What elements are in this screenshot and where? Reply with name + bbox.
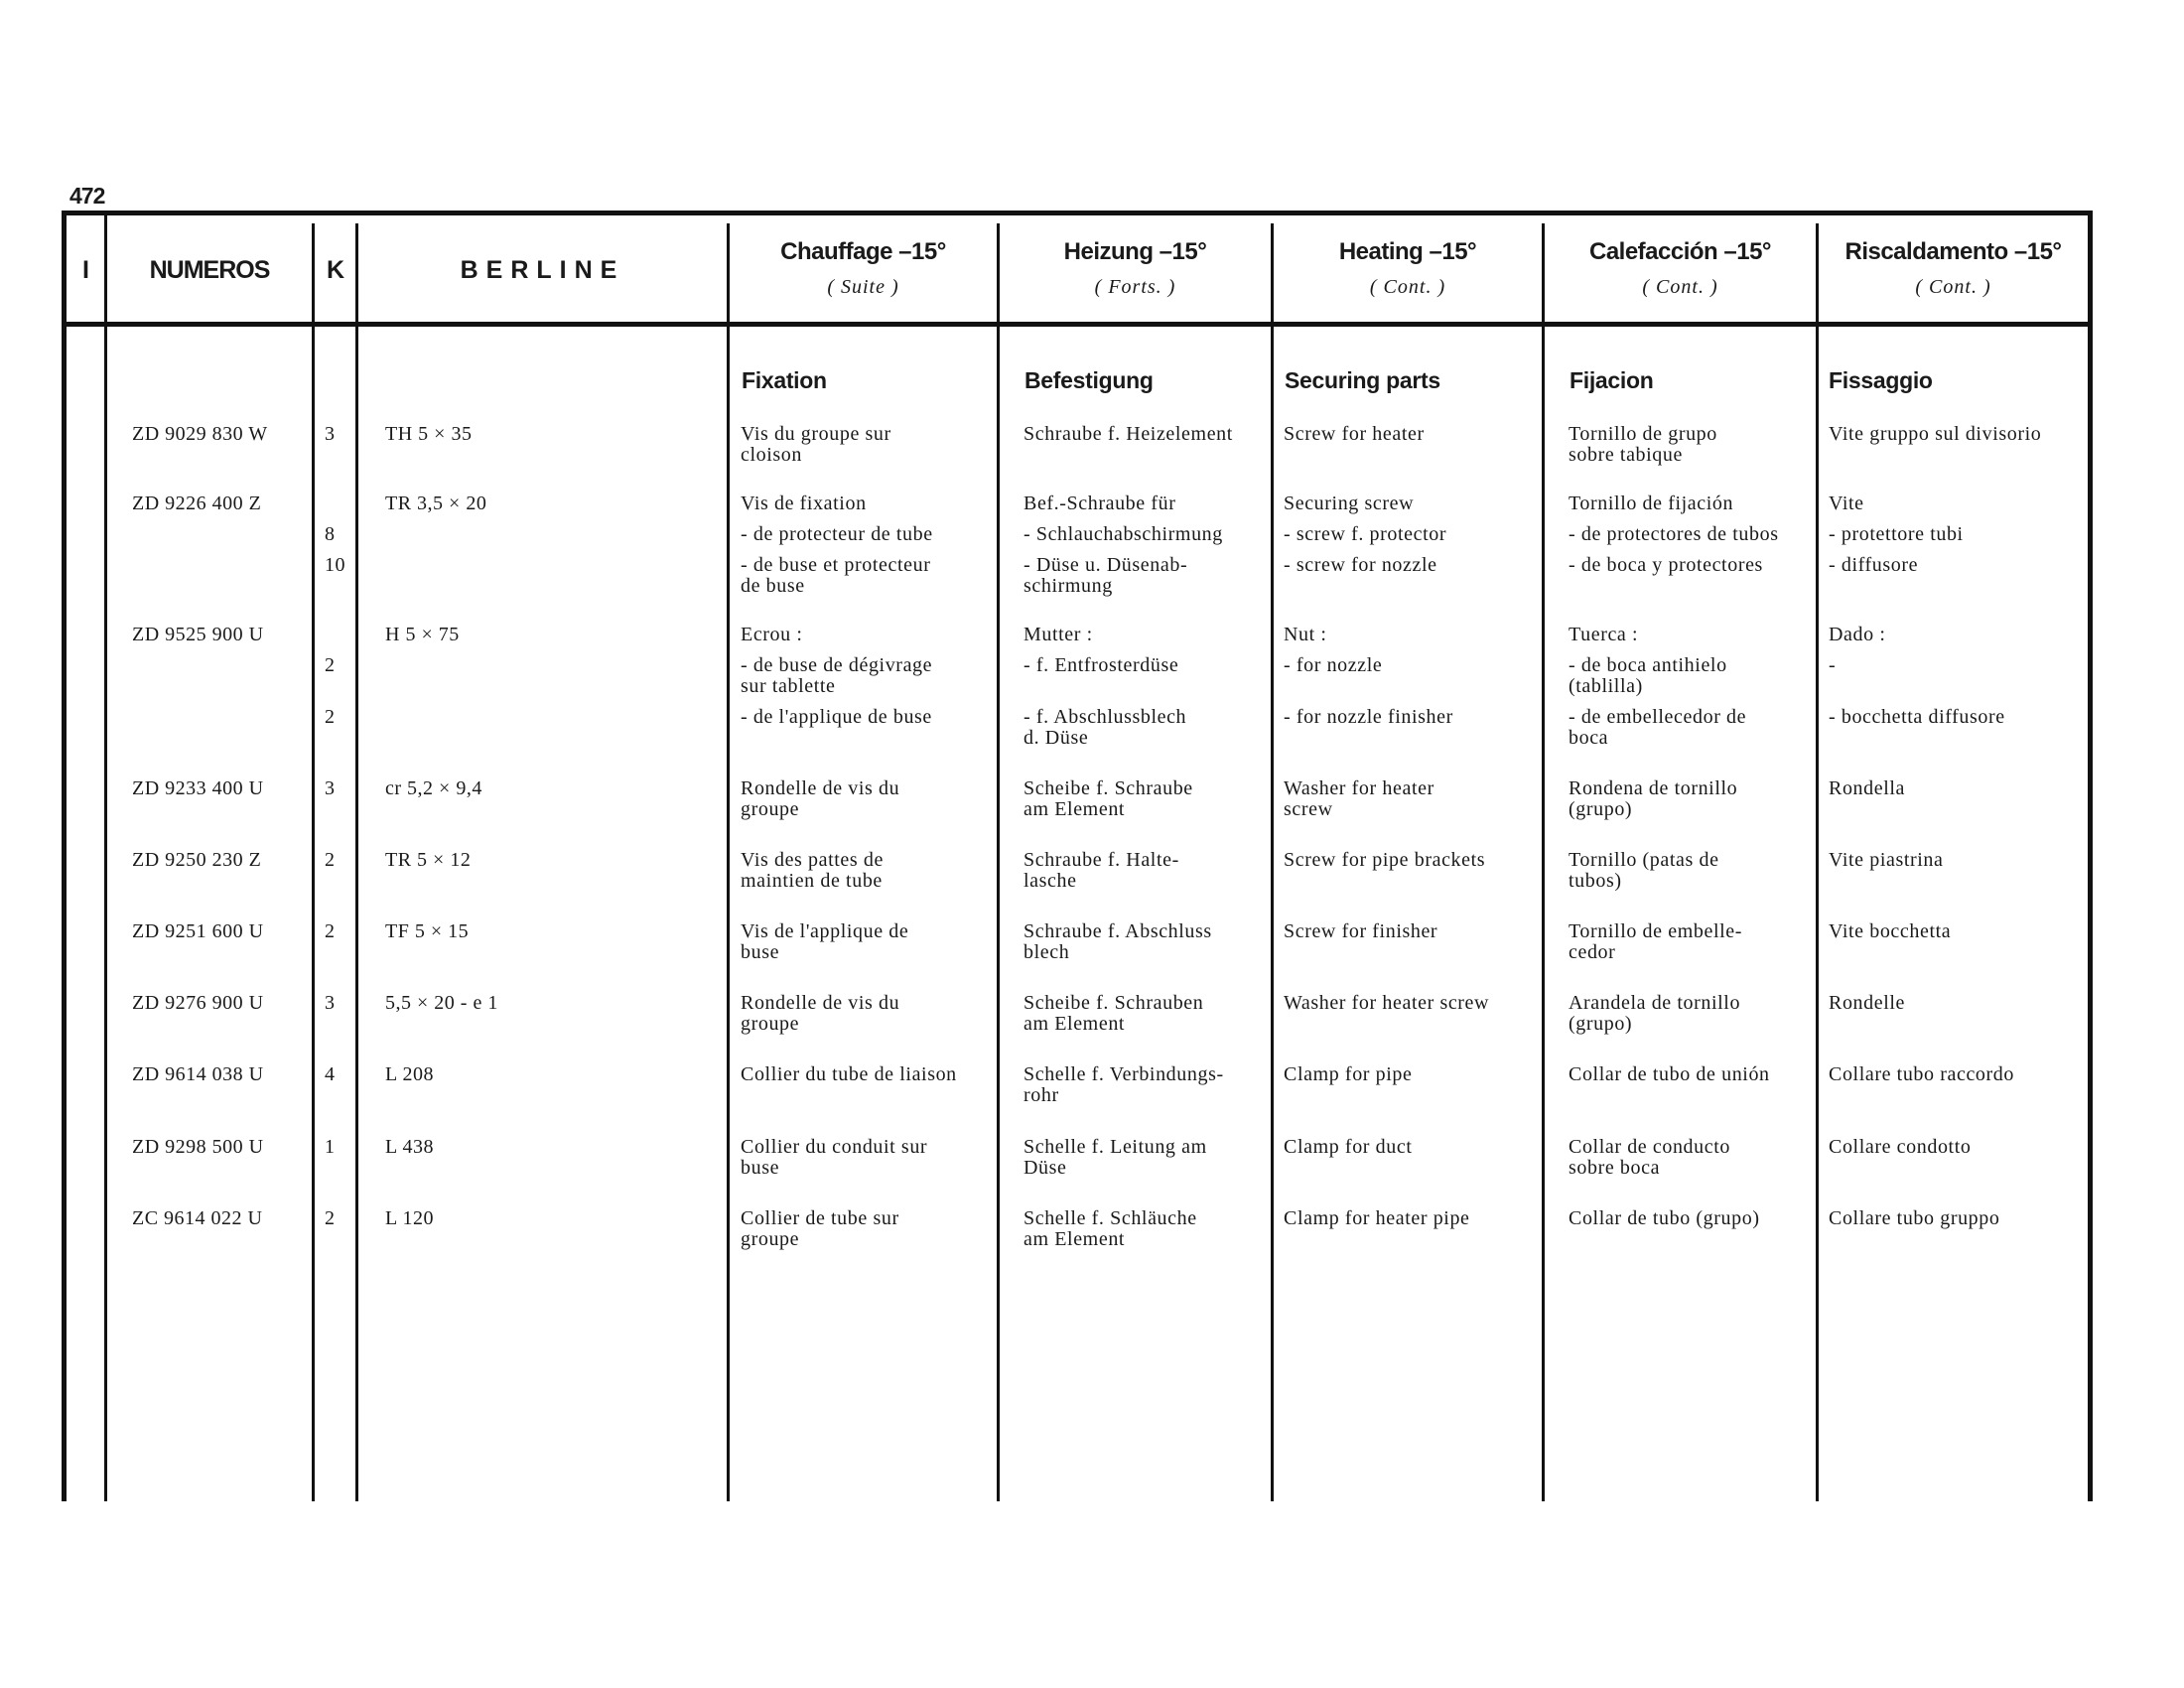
desc-en: Screw for pipe brackets [1284,849,1486,871]
berline-ref: TH 5 × 35 [385,423,473,445]
col-divider-k [355,223,358,1501]
desc-it: Dado : [1829,624,1886,645]
section-label-de: Befestigung [1024,367,1154,393]
desc-de: Mutter : [1024,624,1093,645]
desc-es: Collar de tubo de unión [1569,1063,1770,1085]
quantity-k: 4 [325,1063,336,1085]
quantity-k: 2 [325,920,336,942]
desc-it: Collare condotto [1829,1136,1972,1158]
col-divider-fr [997,223,1000,1501]
desc-fr: Vis du groupe sur cloison [741,423,891,466]
desc-fr: Vis de fixation [741,492,867,514]
desc-fr: Vis des pattes de maintien de tube [741,849,884,892]
desc-it: - protettore tubi [1829,523,1964,545]
part-number: ZD 9525 900 U [132,624,264,645]
berline-ref: 5,5 × 20 - e 1 [385,992,498,1014]
desc-de: Schelle f. Leitung am Düse [1024,1136,1207,1179]
quantity-k: 2 [325,654,336,676]
desc-it: - bocchetta diffusore [1829,706,2005,728]
quantity-k: 10 [325,554,345,576]
berline-ref: TR 3,5 × 20 [385,492,487,514]
desc-de: Schraube f. Halte- lasche [1024,849,1179,892]
desc-it: Vite [1829,492,1864,514]
berline-ref: cr 5,2 × 9,4 [385,777,482,799]
desc-fr: Collier du conduit sur buse [741,1136,928,1179]
header-lang-title: Heizung –15° [1063,238,1207,265]
header-lang-it [1819,238,2088,299]
desc-es: Tornillo (patas de tubos) [1569,849,1719,892]
desc-de: Schraube f. Abschluss blech [1024,920,1212,963]
quantity-k: 2 [325,706,336,728]
desc-de: Scheibe f. Schraube am Element [1024,777,1193,820]
desc-de: - Düse u. Düsenab- schirmung [1024,554,1188,597]
part-number: ZD 9276 900 U [132,992,264,1014]
desc-en: Nut : [1284,624,1327,645]
desc-en: - for nozzle finisher [1284,706,1453,728]
col-divider-de [1271,223,1274,1501]
desc-it: - [1829,654,1837,676]
berline-ref: L 120 [385,1207,434,1229]
desc-it: Vite bocchetta [1829,920,1952,942]
desc-fr: - de protecteur de tube [741,523,933,545]
desc-it: Collare tubo raccordo [1829,1063,2014,1085]
desc-de: Schelle f. Verbindungs- rohr [1024,1063,1224,1106]
quantity-k: 3 [325,777,336,799]
col-divider-berline [727,223,730,1501]
header-lang-de [1000,238,1271,299]
desc-en: - screw for nozzle [1284,554,1437,576]
berline-ref: L 438 [385,1136,434,1158]
desc-en: Washer for heater screw [1284,992,1490,1014]
section-label-it: Fissaggio [1829,367,1933,393]
desc-it: - diffusore [1829,554,1919,576]
section-label-fr: Fixation [742,367,827,393]
part-number: ZD 9614 038 U [132,1063,264,1085]
header-index: I [82,256,88,284]
quantity-k: 2 [325,1207,336,1229]
desc-it: Collare tubo gruppo [1829,1207,2000,1229]
quantity-k: 1 [325,1136,336,1158]
desc-en: Clamp for heater pipe [1284,1207,1470,1229]
part-number: ZC 9614 022 U [132,1207,263,1229]
left-border [62,211,67,1501]
header-lang-title: Riscaldamento –15° [1844,238,2062,265]
section-label-en: Securing parts [1285,367,1440,393]
desc-en: Washer for heater screw [1284,777,1434,820]
desc-it: Rondella [1829,777,1906,799]
desc-de: Scheibe f. Schrauben am Element [1024,992,1204,1035]
part-number: ZD 9226 400 Z [132,492,262,514]
col-divider-es [1816,223,1819,1501]
desc-es: - de embellecedor de boca [1569,706,1747,749]
part-number: ZD 9298 500 U [132,1136,264,1158]
header-lang-subtitle: ( Suite ) [827,276,899,298]
berline-ref: TF 5 × 15 [385,920,470,942]
berline-ref: TR 5 × 12 [385,849,472,871]
desc-es: Tornillo de embelle- cedor [1569,920,1742,963]
header-numeros: NUMEROS [149,256,270,284]
part-number: ZD 9029 830 W [132,423,268,445]
desc-fr: - de buse et protecteur de buse [741,554,931,597]
quantity-k: 3 [325,992,336,1014]
berline-ref: L 208 [385,1063,434,1085]
desc-en: Clamp for duct [1284,1136,1413,1158]
part-number: ZD 9233 400 U [132,777,264,799]
desc-es: Collar de conducto sobre boca [1569,1136,1730,1179]
desc-fr: Ecrou : [741,624,803,645]
desc-fr: Rondelle de vis du groupe [741,777,900,820]
desc-es: Collar de tubo (grupo) [1569,1207,1760,1229]
col-divider-en [1542,223,1545,1501]
desc-de: Bef.-Schraube für [1024,492,1176,514]
desc-de: Schraube f. Heizelement [1024,423,1233,445]
desc-en: Screw for heater [1284,423,1425,445]
quantity-k: 8 [325,523,336,545]
berline-ref: H 5 × 75 [385,624,460,645]
quantity-k: 3 [325,423,336,445]
header-lang-subtitle: ( Cont. ) [1369,276,1446,298]
desc-es: - de boca antihielo (tablilla) [1569,654,1727,697]
header-lang-title: Heating –15° [1338,238,1477,265]
part-number: ZD 9250 230 Z [132,849,262,871]
header-k: K [326,256,344,284]
desc-es: - de boca y protectores [1569,554,1763,576]
desc-fr: Collier de tube sur groupe [741,1207,899,1250]
header-divider [62,322,2092,327]
desc-en: - for nozzle [1284,654,1383,676]
top-border [62,211,2092,215]
desc-it: Vite gruppo sul divisorio [1829,423,2042,445]
desc-es: - de protectores de tubos [1569,523,1779,545]
header-lang-subtitle: ( Cont. ) [1915,276,1991,298]
header-lang-subtitle: ( Cont. ) [1642,276,1718,298]
header-lang-subtitle: ( Forts. ) [1094,276,1176,298]
quantity-k: 2 [325,849,336,871]
section-label-es: Fijacion [1570,367,1654,393]
right-border [2088,211,2093,1501]
desc-es: Tornillo de fijación [1569,492,1734,514]
header-lang-fr [730,238,997,299]
desc-es: Rondena de tornillo (grupo) [1569,777,1738,820]
desc-es: Arandela de tornillo (grupo) [1569,992,1741,1035]
header-lang-es [1545,238,1816,299]
desc-en: Securing screw [1284,492,1415,514]
col-divider-index [104,211,107,1501]
desc-en: - screw f. protector [1284,523,1447,545]
col-divider-numeros [312,223,315,1501]
desc-fr: - de l'applique de buse [741,706,932,728]
desc-it: Rondelle [1829,992,1906,1014]
desc-de: - f. Entfrosterdüse [1024,654,1179,676]
desc-en: Screw for finisher [1284,920,1438,942]
part-number: ZD 9251 600 U [132,920,264,942]
desc-fr: - de buse de dégivrage sur tablette [741,654,933,697]
desc-es: Tuerca : [1569,624,1639,645]
desc-it: Vite piastrina [1829,849,1944,871]
page-number: 472 [69,183,105,209]
desc-es: Tornillo de grupo sobre tabique [1569,423,1717,466]
header-berline: BERLINE [460,256,625,284]
header-lang-title: Calefacción –15° [1588,238,1772,265]
desc-de: - f. Abschlussblech d. Düse [1024,706,1187,749]
desc-fr: Vis de l'applique de buse [741,920,909,963]
desc-fr: Rondelle de vis du groupe [741,992,900,1035]
desc-de: - Schlauchabschirmung [1024,523,1223,545]
header-lang-title: Chauffage –15° [780,238,946,265]
desc-en: Clamp for pipe [1284,1063,1413,1085]
desc-fr: Collier du tube de liaison [741,1063,957,1085]
header-lang-en [1274,238,1542,299]
desc-de: Schelle f. Schläuche am Element [1024,1207,1197,1250]
